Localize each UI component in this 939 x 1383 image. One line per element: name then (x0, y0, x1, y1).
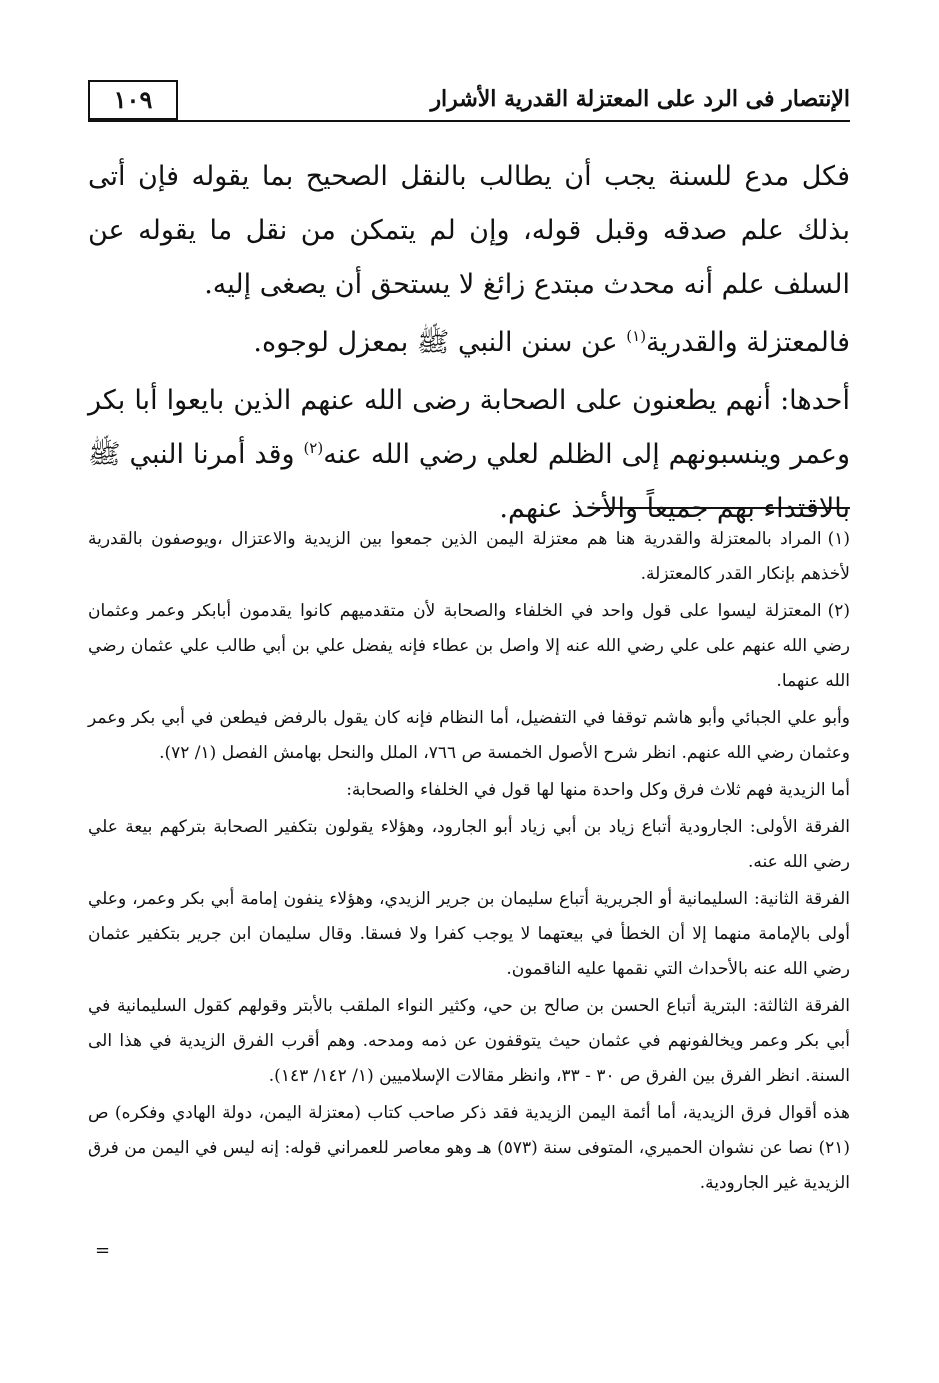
paragraph-3 (88, 374, 850, 536)
footnote-2-para-7: هذه أقوال فرق الزيدية، أما أئمة اليمن الزيدية فقد ذكر صاحب كتاب (معتزلة اليمن، دولة الهادي وفكره) ص (٢١) نصا عن نشوان الحميري، المتوفى سنة (٥٧٣) هـ وهو معاصر للعمراني قوله: إنه ليس في اليمن من فرق الزيدية غير الجارودية. (88, 1103, 850, 1193)
footnote-1 (88, 522, 850, 592)
running-title: الإنتصار فى الرد على المعتزلة القدرية الأشرار (430, 86, 850, 112)
paragraph-2-text-a: فالمعتزلة والقدرية (646, 327, 850, 358)
footnote-2-para-4: الفرقة الأولى: الجارودية أتباع زياد بن أبي زياد أبو الجارود، وهؤلاء يقولون بتكفير الصحابة بتركهم بيعة علي رضي الله عنه. (88, 817, 850, 872)
page-header (88, 80, 850, 128)
footnote-2-para-6: الفرقة الثالثة: البترية أتباع الحسن بن صالح بن حي، وكثير النواء الملقب بالأبتر وقولهم كقول السليمانية في أبي بكر وعمر ويخالفونهم في عثمان حيث يتوقفون عن ذمه ومدحه. وهم أقرب الفرق الزيدية في هذا الى السنة. انظر الفرق بين الفرق ص ٣٠ - ٣٣، وانظر مقالات الإسلاميين (١/ ١٤٢/ ١٤٣). (88, 996, 850, 1086)
paragraph-3-text-a: أحدها: أنهم يطعنون على الصحابة رضى الله عنهم الذين بايعوا أبا بكر وعمر وينسبونهم إلى الظلم لعلي رضي الله عنه (88, 385, 851, 470)
footnote-separator (590, 507, 850, 509)
paragraph-2-text-b: عن سنن النبي ﷺ بمعزل لوجوه. (253, 327, 627, 358)
main-text (88, 150, 850, 540)
footnote-2-para-2: وأبو علي الجبائي وأبو هاشم توقفا في التفضيل، أما النظام فإنه كان يقول بالرفض فيطعن في أبي بكر وعمر وعثمان رضي الله عنهم. انظر شرح الأصول الخمسة ص ٧٦٦، الملل والنحل بهامش الفصل (١/ ٧٢). (88, 708, 850, 763)
footnote-2-para-5: الفرقة الثانية: السليمانية أو الجريرية أتباع سليمان بن جرير الزيدي، وهؤلاء ينفون إمامة أبي بكر وعمر، وعلي أولى بالإمامة منهما إلا أن الخطأ في بيعتهما لا يوجب كفرا ولا فسقا. وقال سليمان ابن جرير بتكفير عثمان رضي الله عنه بالأحداث التي نقمها عليه الناقمون. (88, 889, 850, 979)
footnote-2-text: المعتزلة ليسوا على قول واحد في الخلفاء والصحابة لأن متقدميهم كانوا يقدمون أبابكر وعمر وعثمان رضي الله عنهم على علي رضي الله عنه إلا واصل بن عطاء فإنه يفضل علي بن أبي طالب علي عثمان رضي الله عنهما. (88, 601, 850, 691)
footnotes (88, 522, 850, 1203)
footnote-ref-1: (١) (626, 327, 647, 345)
footnote-2 (88, 594, 850, 699)
footnote-1-text: المراد بالمعتزلة والقدرية هنا هم معتزلة اليمن الذين جمعوا بين الزيدية والاعتزال ،ويوصفون بالقدرية لأخذهم بإنكار القدر كالمعتزلة. (88, 529, 850, 584)
footnote-1-number: (١) (827, 529, 850, 549)
paragraph-1: فكل مدع للسنة يجب أن يطالب بالنقل الصحيح بما يقوله فإن أتى بذلك علم صدقه وقبل قوله، وإن لم يتمكن من نقل ما يقوله عن السلف علم أنه محدث مبتدع زائغ لا يستحق أن يصغى إليه. (88, 161, 850, 300)
header-rule (88, 120, 850, 122)
paragraph-3-text-b: وقد أمرنا النبي ﷺ بالاقتداء بهم جميعاً والأخذ عنهم. (88, 439, 850, 524)
footnote-2-para-3: أما الزيدية فهم ثلاث فرق وكل واحدة منها لها قول في الخلفاء والصحابة: (346, 780, 850, 800)
footnote-2-number: (٢) (827, 601, 850, 621)
footnote-ref-2: (٢) (303, 439, 324, 457)
paragraph-2 (88, 316, 850, 370)
page-number: ١٠٩ (88, 80, 178, 120)
continuation-mark: = (95, 1240, 111, 1261)
